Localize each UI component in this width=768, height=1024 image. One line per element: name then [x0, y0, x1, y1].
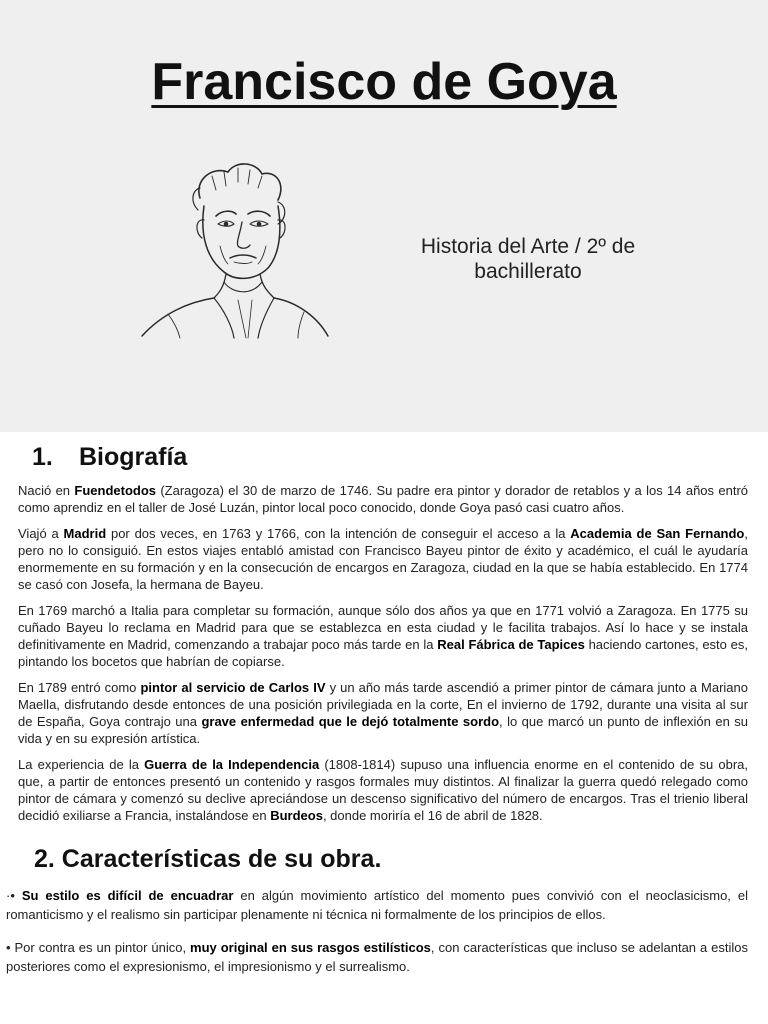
section-title: Biografía	[78, 443, 188, 471]
paragraph-5: La experiencia de la Guerra de la Independencia (1808-1814) supuso una influencia enorme en el contenido de su obra, que, a partir de entonces presentó un contenido y rasgos formales muy distintos. Al finalizar la guerra quedó relegado como pintor de cámara y comenzó su declive apreciándose un descenso significativo del número de encargos. Tras el trienio liberal decidió exiliarse a Francia, instalándose en Burdeos, donde moriría el 16 de abril de 1828.	[18, 757, 748, 823]
document-body	[6, 440, 749, 990]
paragraph-1: Nació en Fuendetodos (Zaragoza) el 30 de marzo de 1746. Su padre era pintor y dorador de retablos y a los 14 años entró como aprendiz en el taller de José Luzán, pintor local poco conocido, donde Goya pasó casi cuatro años.	[18, 483, 749, 515]
bullet-item-2: • Por contra es un pintor único, muy original en sus rasgos estilísticos, con características que incluso se adelantan a estilos posteriores como el expresionismo, el impresionismo y el surrealismo.	[6, 940, 749, 974]
bullet-item-1: ·• Su estilo es difícil de encuadrar en algún movimiento artístico del momento pues convivió con el neoclasicismo, el romanticismo y el realismo sin participar plenamente ni técnica ni formalmente de los principios de ellos.	[6, 888, 748, 922]
subtitle-line-1: Historia del Arte / 2º de	[420, 235, 636, 258]
section-number: 1.	[32, 443, 53, 471]
paragraph-4: En 1789 entró como pintor al servicio de Carlos IV y un año más tarde ascendió a primer pintor de cámara junto a Mariano Maella, disfrutando desde entonces de una posición privilegiada en la corte, En el invierno de 1792, durante una visita al sur de España, Goya contrajo una grave enfermedad que le dejó totalmente sordo, lo que marcó un punto de inflexión en su vida y en su expresión artística.	[18, 680, 748, 746]
section-heading-biografia	[18, 440, 748, 474]
subtitle-line-2: bachillerato	[474, 260, 582, 283]
goya-portrait-sketch	[128, 150, 338, 340]
paragraph-2: Viajó a Madrid por dos veces, en 1763 y 1766, con la intención de conseguir el acceso a la Academia de San Fernando, pero no lo consiguió. En estos viajes entabló amistad con Francisco Bayeu pintor de éxito y académico, el cuál le ayudaría enormemente en su formación y en la consecución de encargos en Zaragoza, ciudad en la que se había establecido. En 1774 se casó con Josefa, la hermana de Bayeu.	[18, 526, 748, 592]
paragraph-3: En 1769 marchó a Italia para completar su formación, aunque sólo dos años ya que en 1771 volvió a Zaragoza. En 1775 su cuñado Bayeu lo reclama en Madrid para que se establezca en esta ciudad y le facilita trabajos. Así lo hace y se instala definitivamente en Madrid, comenzando a trabajar poco más tarde en la Real Fábrica de Tapices haciendo cartones, esto es, pintando los bocetos que habrían de copiarse.	[18, 603, 748, 669]
cover-slide	[0, 0, 768, 432]
section-heading-caracteristicas: 2. Características de su obra.	[34, 845, 382, 873]
page-title: Francisco de Goya	[151, 53, 617, 111]
cover-subtitle	[388, 234, 668, 284]
